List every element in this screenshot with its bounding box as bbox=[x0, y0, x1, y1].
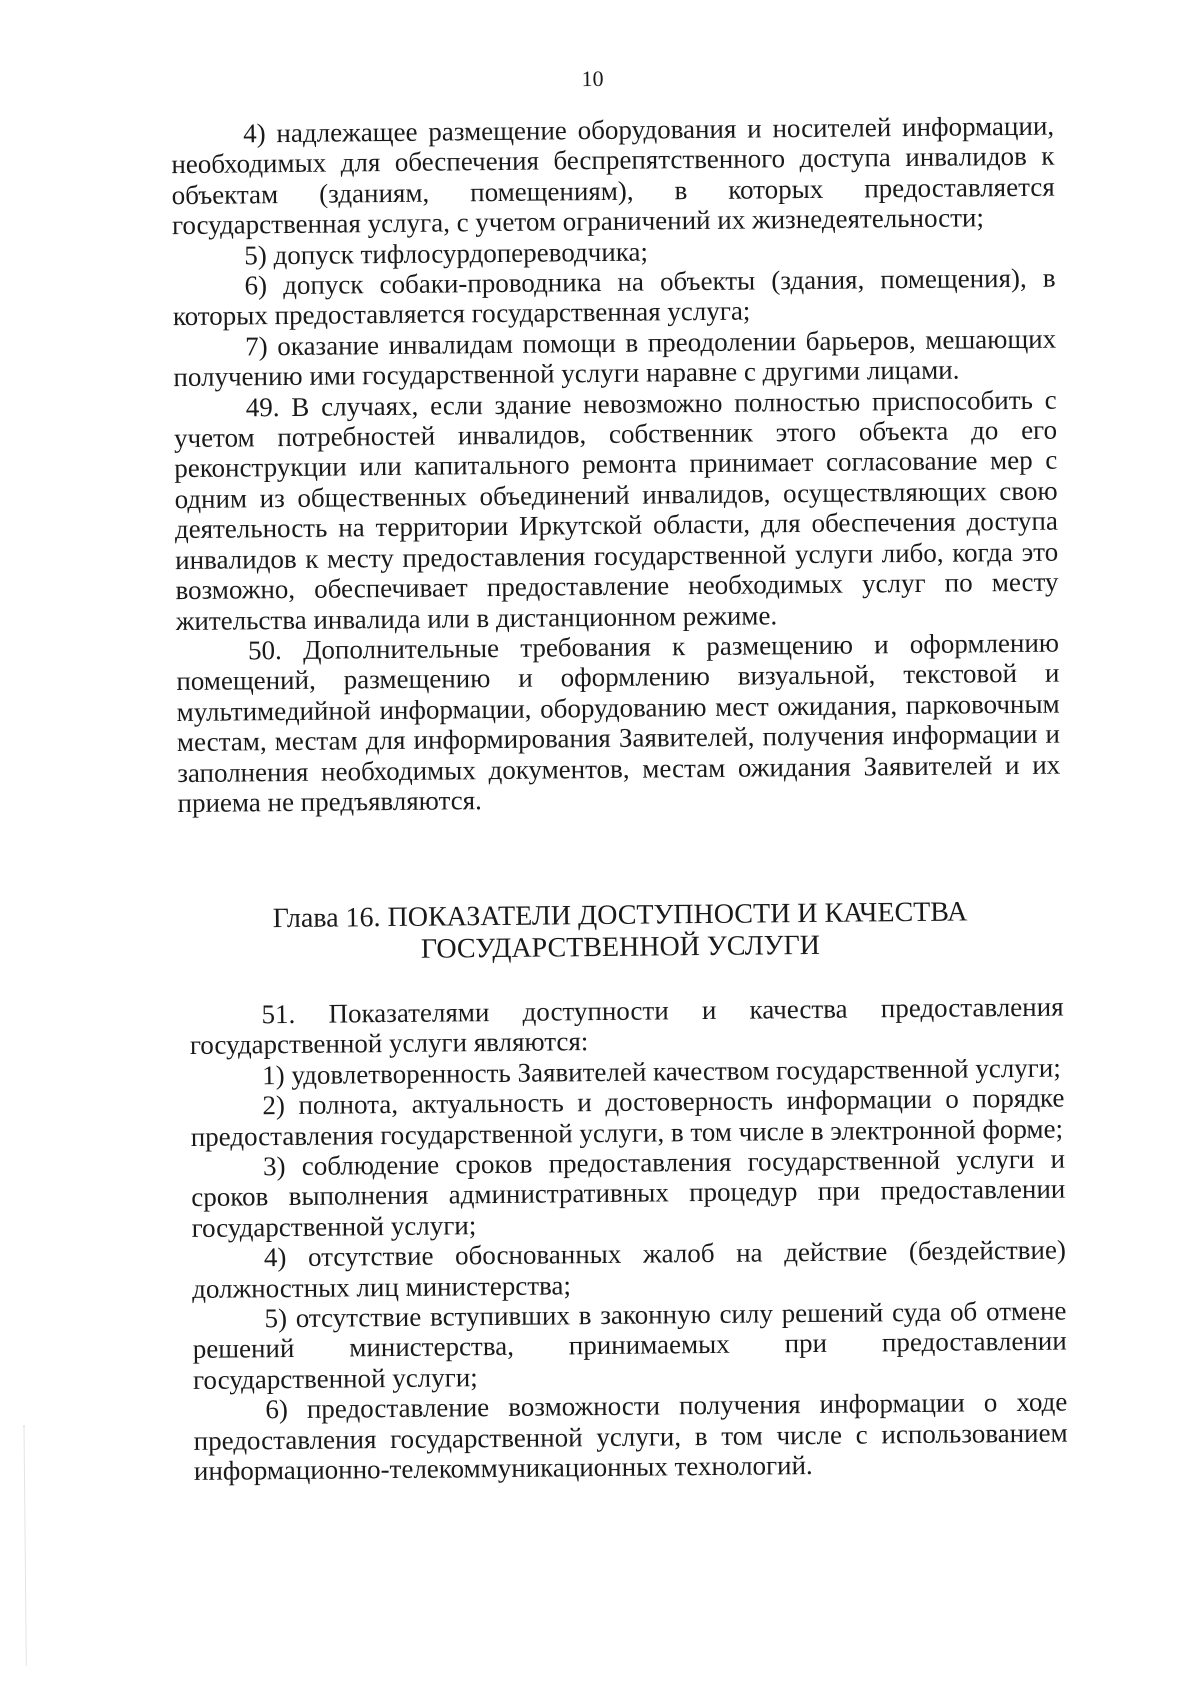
chapter-heading-line-1: Глава 16. ПОКАЗАТЕЛИ ДОСТУПНОСТИ И КАЧЕСТВА bbox=[272, 896, 968, 935]
paragraph: 49. В случаях, если здание невозможно полностью приспособить с учетом потребностей инвалидов, собственник этого объекта до его реконструкции или капитального ремонта принимает согласование мер с одним из общественных объединений инвалидов, осуществляющих свою деятельность на территории Иркутской области, для обеспечения доступа инвалидов к месту предоставления государственной услуги либо, когда это возможно, обеспечивает предоставление необходимых услуг по месту жительства инвалида или в дистанционном режиме. bbox=[173, 384, 1059, 636]
paragraph: 6) допуск собаки-проводника на объекты (здания, помещения), в которых предоставляется государственная услуга; bbox=[172, 262, 1056, 332]
bottom-text-block bbox=[189, 992, 1068, 1487]
paragraph: 2) полнота, актуальность и достоверность информации о порядке предоставления государственной услуги, в том числе в электронной форме; bbox=[190, 1082, 1065, 1152]
scan-margin-marks bbox=[23, 1426, 27, 1666]
paragraph: 51. Показателями доступности и качества предоставления государственной услуги являются: bbox=[189, 991, 1064, 1061]
paragraph: 4) надлежащее размещение оборудования и носителей информации, необходимых для обеспечения беспрепятственного доступа инвалидов к объектам (зданиям, помещениям), в которых предоставляется государственная услуга, с учетом ограничений их жизнедеятельности; bbox=[171, 110, 1055, 241]
paragraph: 1) удовлетворенность Заявителей качеством государственной услуги; bbox=[262, 1052, 1061, 1091]
page-number: 10 bbox=[581, 65, 604, 92]
chapter-heading-line-2: ГОСУДАРСТВЕННОЙ УСЛУГИ bbox=[420, 929, 821, 965]
paragraph: 4) отсутствие обоснованных жалоб на действие (бездействие) должностных лиц министерства; bbox=[192, 1234, 1067, 1304]
paragraph: 50. Дополнительные требования к размещению и оформлению помещений, размещению и оформлению визуальной, текстовой и мультимедийной информации, оборудованию мест ожидания, парковочным местам, местам для информирования Заявителей, получения информации и заполнения необходимых документов, местам ожидания Заявителей и их приема не предъявляются. bbox=[176, 627, 1061, 818]
top-text-block bbox=[171, 111, 1061, 819]
paragraph: 5) отсутствие вступивших в законную силу решений суда об отмене решений министерства, принимаемых при предоставлении государственной услуги; bbox=[192, 1295, 1067, 1395]
paragraph: 7) оказание инвалидам помощи в преодолении барьеров, мешающих получению ими государственной услуги наравне с другими лицами. bbox=[173, 323, 1057, 393]
paragraph: 3) соблюдение сроков предоставления государственной услуги и сроков выполнения административных процедур при предоставлении государственной услуги; bbox=[191, 1143, 1066, 1243]
paragraph: 5) допуск тифлосурдопереводчика; bbox=[244, 236, 649, 271]
chapter-heading bbox=[178, 896, 1062, 968]
paragraph: 6) предоставление возможности получения информации о ходе предоставления государственной услуги, в том числе с использованием информационно-телекоммуникационных технологий. bbox=[193, 1386, 1068, 1487]
